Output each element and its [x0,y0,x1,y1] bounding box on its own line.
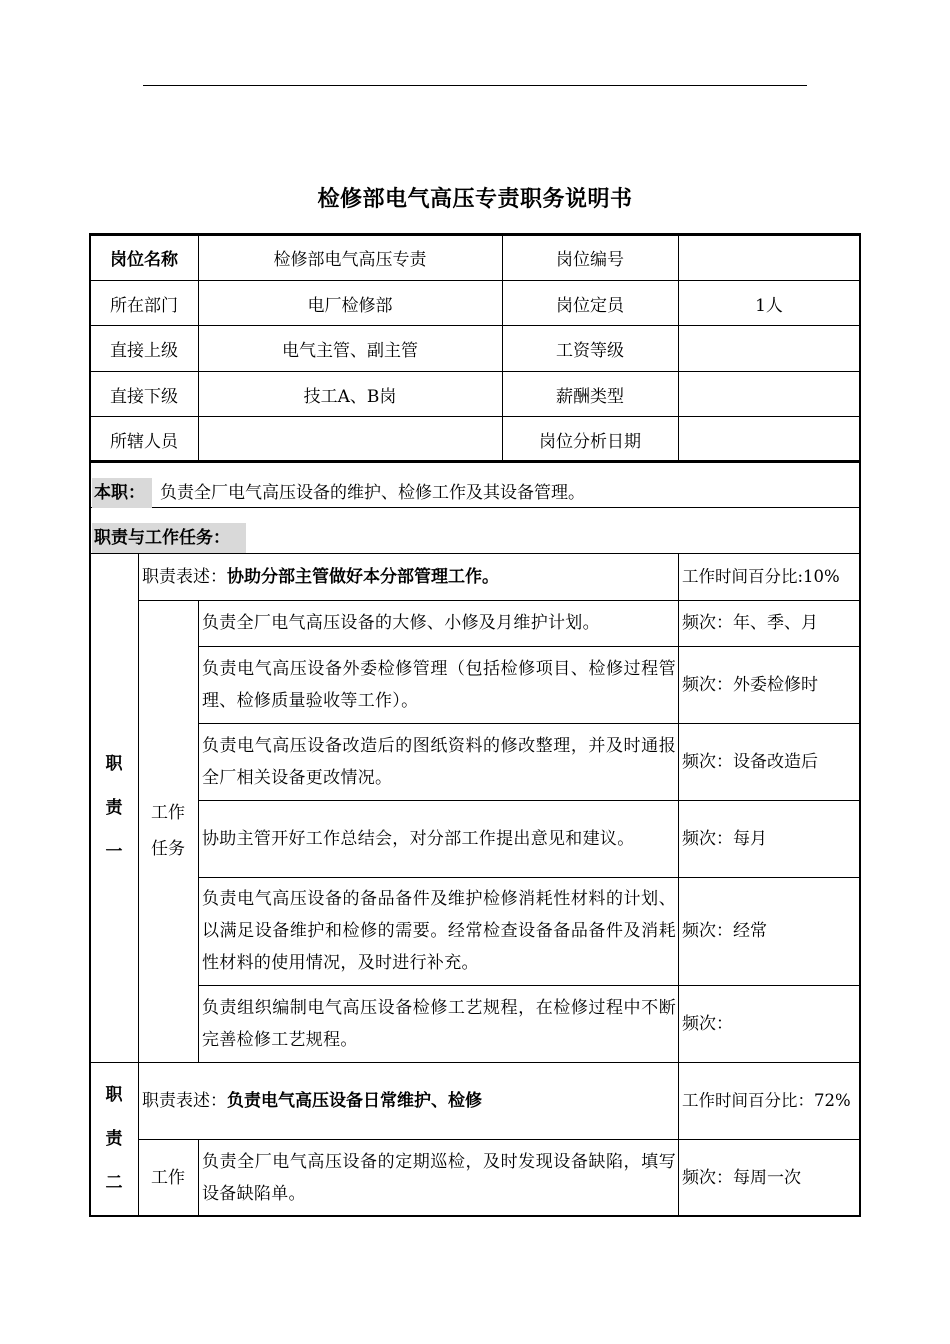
side-label-char: 一 [105,841,123,862]
role-label: 本职： [92,478,152,508]
duty1-tasks-label [138,600,198,1062]
description-text: 协助分部主管做好本分部管理工作。 [227,566,499,587]
field-value: 电厂检修部 [307,295,393,316]
field-label: 所在部门 [110,295,178,316]
side-label-char: 责 [105,797,123,818]
role-text: 负责全厂电气高压设备的维护、检修工作及其设备管理。 [160,483,585,503]
task-text: 负责电气高压设备的备品备件及维护检修消耗性材料的计划、以满足设备维护和检修的需要。经常检查设备备品备件及消耗性材料的使用情况，及时进行补充。 [202,889,676,973]
field-value [678,331,860,371]
task-text: 负责电气高压设备外委检修管理（包括检修项目、检修过程管理、检修质量验收等工作）。 [202,658,676,711]
description-prefix: 职责表述： [142,566,227,587]
task-text: 负责电气高压设备改造后的图纸资料的修改整理，并及时通报全厂相关设备更改情况。 [202,735,676,788]
duty2-description [142,1062,678,1139]
task-frequency: 频次：设备改造后 [682,751,818,772]
duty2-tasks-label [138,1139,198,1216]
table-row-line [90,280,860,281]
field-value [678,377,860,416]
tasks-label-text: 工作 [151,803,185,823]
field-label: 直接上级 [110,341,178,361]
task-text: 负责全厂电气高压设备的大修、小修及月维护计划。 [202,613,600,633]
table-top-border [89,233,861,236]
task-frequency: 频次：每周一次 [682,1167,801,1188]
task-text: 负责组织编制电气高压设备检修工艺规程，在检修过程中不断完善检修工艺规程。 [202,997,676,1050]
duty1-description [142,553,678,600]
table-bottom-border [89,1215,861,1217]
header-rule [143,85,807,86]
task-frequency: 频次：外委检修时 [682,674,818,695]
side-label-char: 二 [105,1173,123,1193]
field-label: 工资等级 [556,341,624,361]
field-label: 所辖人员 [110,431,178,452]
description-text: 负责电气高压设备日常维护、检修 [227,1090,482,1111]
field-value [678,240,860,280]
task-text: 协助主管开好工作总结会，对分部工作提出意见和建议。 [202,828,635,849]
table-row-line [90,325,860,326]
field-label: 岗位分析日期 [539,431,641,452]
side-label-char: 职 [105,753,123,774]
tasks-label-text: 任务 [151,839,185,859]
table-right-border [859,462,861,1217]
table-column-line [198,600,199,1062]
table-row-line [90,371,860,372]
field-value: 1人 [755,295,783,316]
duty1-side-label [90,553,138,1062]
duties-header: 职责与工作任务： [92,523,246,553]
task-frequency: 频次：每月 [682,828,767,849]
field-value [198,422,502,461]
tasks-label-text: 工作 [151,1167,185,1188]
page-title: 检修部电气高压专责职务说明书 [317,187,633,212]
duty2-percent: 工作时间百分比：72% [682,1090,851,1110]
field-label: 岗位定员 [556,295,624,316]
description-prefix: 职责表述： [142,1090,227,1111]
field-value: 检修部电气高压专责 [273,250,427,270]
field-label: 岗位名称 [110,250,178,270]
table-row-line [90,416,860,417]
field-value: 电气主管、副主管 [282,341,418,361]
task-frequency: 频次：经常 [682,921,767,941]
field-label: 直接下级 [110,386,178,407]
duty2-side-label [90,1062,138,1216]
task-frequency: 频次：年、季、月 [682,613,818,633]
table-column-line [198,1139,199,1216]
field-value [678,422,860,461]
side-label-char: 责 [105,1129,123,1149]
side-label-char: 职 [105,1085,123,1105]
field-value: 技工A、B岗 [303,386,397,407]
field-label: 岗位编号 [556,250,624,270]
task-frequency: 频次： [682,1013,733,1034]
field-label: 薪酬类型 [556,386,624,407]
task-text: 负责全厂电气高压设备的定期巡检，及时发现设备缺陷，填写设备缺陷单。 [202,1151,676,1204]
duty1-percent: 工作时间百分比:10% [682,566,840,586]
